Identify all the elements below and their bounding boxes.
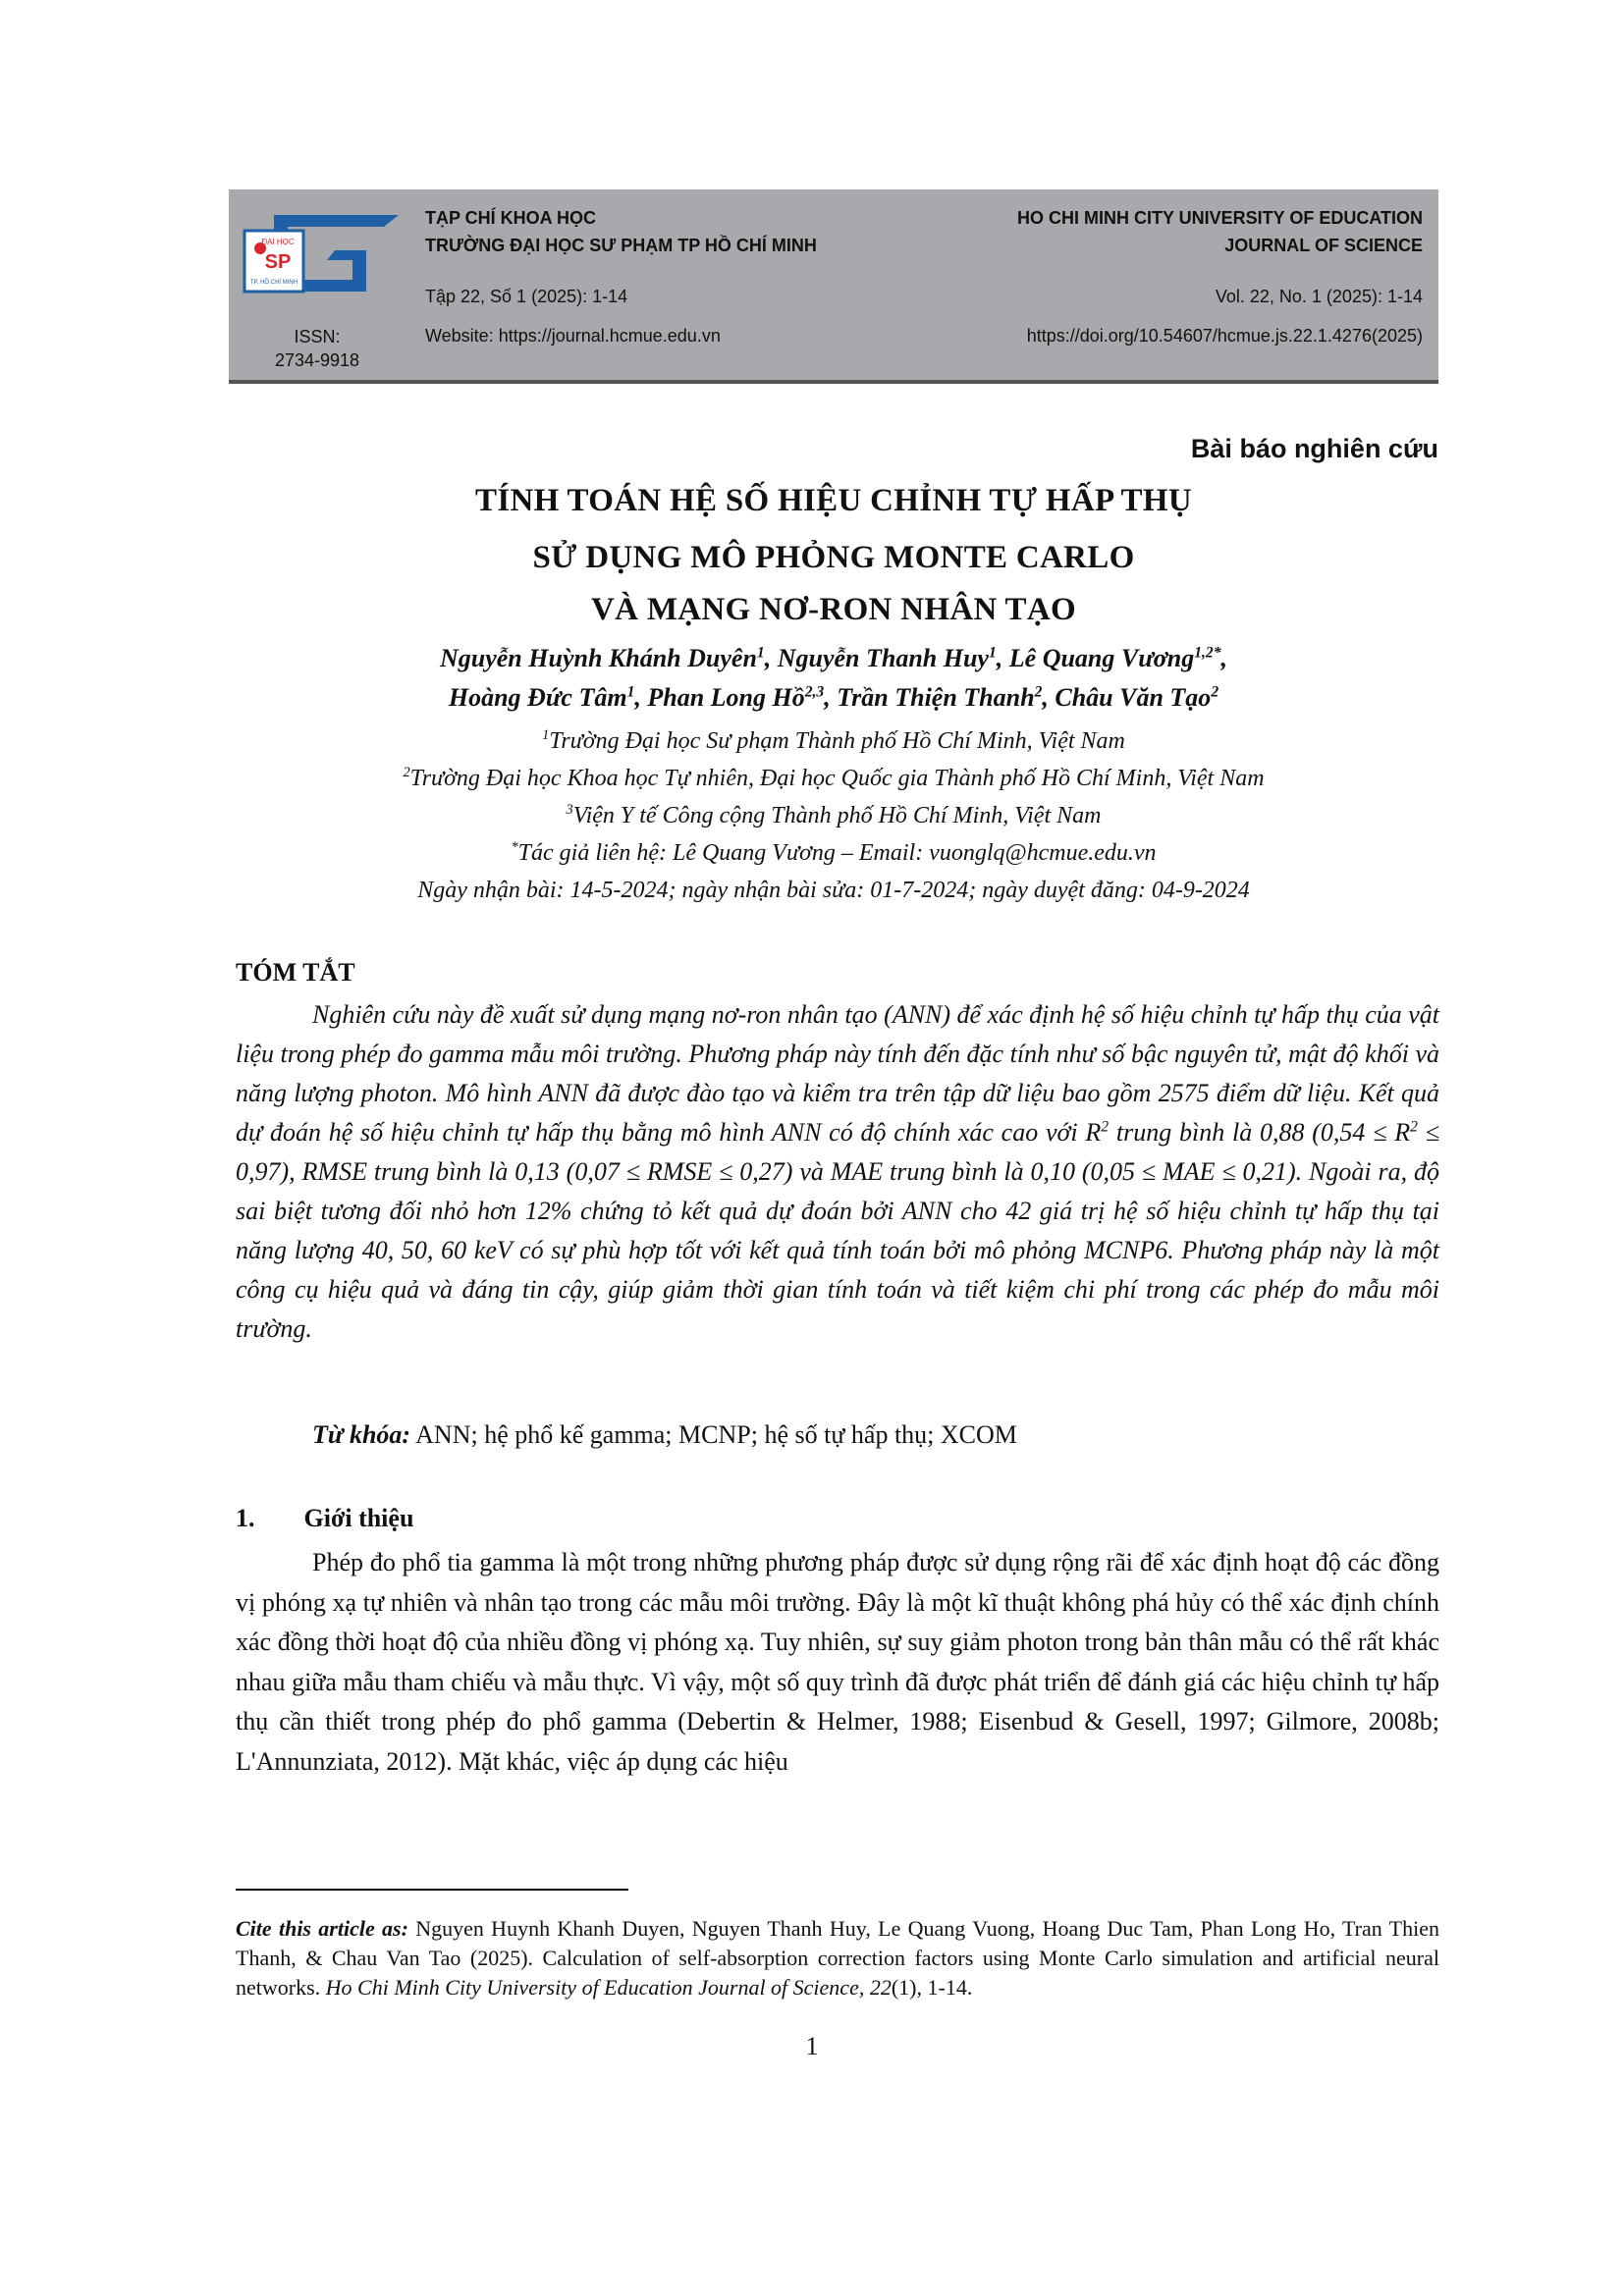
issn-label: ISSN: — [294, 327, 341, 347]
issn-value: 2734-9918 — [274, 350, 360, 370]
abstract-body — [236, 995, 1439, 1349]
submission-dates: Ngày nhận bài: 14-5-2024; ngày nhận bài sửa: 01-7-2024; ngày duyệt đăng: 04-9-2024 — [417, 878, 1250, 903]
affiliation-text: Viện Y tế Công cộng Thành phố Hồ Chí Minh, Việt Nam — [572, 803, 1102, 828]
title-line-3: VÀ MẠNG NƠ-RON NHÂN TẠO — [591, 592, 1076, 627]
citation-footnote — [236, 1914, 1439, 2002]
superscript: 2 — [1101, 1118, 1110, 1136]
affiliation-2 — [229, 766, 1438, 792]
author: Châu Văn Tạo — [1055, 683, 1212, 712]
affiliation-text: Trường Đại học Khoa học Tự nhiên, Đại học Quốc gia Thành phố Hồ Chí Minh, Việt Nam — [409, 766, 1265, 791]
logo-main-text: SP — [264, 251, 292, 273]
abstract-heading: TÓM TẮT — [236, 958, 355, 987]
website-link[interactable]: Website: https://journal.hcmue.edu.vn — [425, 326, 721, 346]
abstract-text: trung bình là 0,88 (0,54 ≤ R — [1109, 1118, 1411, 1147]
issn — [258, 325, 376, 372]
keywords — [312, 1420, 1017, 1450]
citation-label: Cite this article as: — [236, 1916, 408, 1941]
intro-paragraph — [236, 1543, 1439, 1782]
superscript: 2 — [1410, 1118, 1418, 1136]
keywords-list: ANN; hệ phổ kế gamma; MCNP; hệ số tự hấp thụ; XCOM — [410, 1420, 1017, 1449]
author: Nguyễn Huỳnh Khánh Duyên — [439, 644, 757, 672]
corresponding-author — [229, 840, 1438, 867]
affiliation-text: Tác giả liên hệ: Lê Quang Vương – Email: vuonglq@hcmue.edu.vn — [517, 840, 1157, 866]
citation-issue: (1), 1-14. — [891, 1975, 973, 2000]
university-name-vi: TRƯỜNG ĐẠI HỌC SƯ PHẠM TP HỒ CHÍ MINH — [425, 236, 817, 255]
affiliation-text: Trường Đại học Sư phạm Thành phố Hồ Chí Minh, Việt Nam — [549, 728, 1125, 754]
author-affil-sup: 1 — [626, 683, 635, 701]
footnote-divider — [236, 1889, 628, 1891]
abstract-text: Nghiên cứu này đề xuất sử dụng mạng nơ-ron nhân tạo (ANN) để xác định hệ số hiệu chỉnh tự hấp thụ của vật liệu trong phép đo gamma mẫu môi trường. Phương pháp này tính đến đặc tính như số bậc nguyên tử, mật độ khối và năng lượng photon. Mô hình ANN đã được đào tạo và kiểm tra trên tập dữ liệu bao gồm 2575 điểm dữ liệu. Kết quả dự đoán hệ số hiệu chỉnh tự hấp thụ bằng mô hình ANN có độ chính xác cao với R — [236, 1000, 1439, 1147]
logo-bottom-text: TP. HỒ CHÍ MINH — [249, 280, 298, 286]
title-line-2: SỬ DỤNG MÔ PHỎNG MONTE CARLO — [532, 540, 1135, 575]
author: Trần Thiện Thanh — [837, 683, 1035, 712]
author: Nguyễn Thanh Huy — [777, 644, 989, 672]
journal-name-en: JOURNAL OF SCIENCE — [1224, 236, 1423, 255]
intro-text: Phép đo phổ tia gamma là một trong những phương pháp được sử dụng rộng rãi để xác định hoạt độ các đồng vị phóng xạ tự nhiên và nhân tạo trong các mẫu môi trường. Đây là một kĩ thuật không phá hủy có thể xác định chính xác đồng thời hoạt độ của nhiều đồng vị phóng xạ. Tuy nhiên, sự suy giảm photon trong bản thân mẫu có thể rất khác nhau giữa mẫu tham chiếu và mẫu thực. Vì vậy, một số quy trình đã được phát triển để đánh giá các hiệu chỉnh tự hấp thụ cần thiết trong phép đo phổ gamma (Debertin & Helmer, 1988; Eisenbud & Gesell, 1997; Gilmore, 2008b; L'Annunziata, 2012). Mặt khác, việc áp dụng các hiệu — [236, 1548, 1439, 1776]
journal-header — [229, 189, 1438, 384]
affiliation-sup: 3 — [566, 802, 573, 818]
affiliation-sup: 2 — [403, 765, 410, 780]
page-number: 1 — [805, 2032, 819, 2060]
doi-link[interactable]: https://doi.org/10.54607/hcmue.js.22.1.4276(2025) — [1026, 326, 1423, 346]
journal-name-vi: TẠP CHÍ KHOA HỌC — [425, 208, 597, 228]
author-affil-sup: 2 — [1211, 683, 1219, 701]
article-type: Bài báo nghiên cứu — [1190, 434, 1438, 463]
keywords-label: Từ khóa: — [312, 1420, 411, 1449]
author-line-1: Nguyễn Huỳnh Khánh Duyên$^1$, Nguyễn Thanh Huy$^1$, Lê Quang Vương$^{1,2*}$, — [439, 644, 1228, 672]
author-affil-sup: 1,2* — [1194, 644, 1221, 662]
logo-top-text: ĐẠI HỌC — [261, 238, 295, 246]
author-affil-sup: 2 — [1034, 683, 1043, 701]
citation-text: Nguyen Huynh Khanh Duyen, Nguyen Thanh Huy, Le Quang Vuong, Hoang Duc Tam, Phan Long Ho, Tran Thien Thanh, & Chau Van Tao (2025). Calculation of self-absorption correction factors using Monte Carlo simulation and artificial neural networks. — [236, 1916, 1440, 2000]
title-line-1: TÍNH TOÁN HỆ SỐ HIỆU CHỈNH TỰ HẤP THỤ — [475, 483, 1192, 518]
author: Hoàng Đức Tâm — [448, 683, 627, 712]
author-affil-sup: 1 — [988, 644, 997, 662]
section-title: Giới thiệu — [303, 1504, 414, 1532]
author: Lê Quang Vương — [1008, 644, 1195, 672]
affiliation-sup: 1 — [542, 727, 550, 743]
volume-en: Vol. 22, No. 1 (2025): 1-14 — [1215, 287, 1423, 306]
affiliation-sup: * — [511, 839, 518, 855]
author-line-2: Hoàng Đức Tâm$^1$, Phan Long Hồ$^{2,3}$, Trần Thiện Thanh$^2$, Châu Văn Tạo$^2$ — [448, 683, 1219, 712]
author: Phan Long Hồ — [647, 683, 805, 712]
author-affil-sup: 2,3 — [804, 683, 825, 701]
header-rule — [229, 380, 1438, 384]
volume-vi: Tập 22, Số 1 (2025): 1-14 — [425, 287, 628, 306]
affiliation-3 — [229, 803, 1438, 829]
university-logo — [237, 209, 404, 297]
university-name-en: HO CHI MINH CITY UNIVERSITY OF EDUCATION — [1016, 208, 1423, 228]
affiliation-1 — [229, 728, 1438, 755]
citation-journal: Ho Chi Minh City University of Education Journal of Science, 22 — [325, 1975, 892, 2000]
section-number: 1. — [236, 1504, 255, 1532]
abstract-text: ≤ 0,97), RMSE trung bình là 0,13 (0,07 ≤ RMSE ≤ 0,27) và MAE trung bình là 0,10 (0,05 ≤ MAE ≤ 0,21). Ngoài ra, độ sai biệt tương đối nhỏ hơn 12% chứng tỏ kết quả dự đoán bởi ANN cho 42 giá trị hệ số hiệu chỉnh tự hấp thụ tại năng lượng 40, 50, 60 keV có sự phù hợp tốt với kết quả tính toán bởi mô phỏng MCNP6. Phương pháp này là một công cụ hiệu quả và đáng tin cậy, giúp giảm thời gian tính toán và tiết kiệm chi phí trong các phép đo mẫu môi trường. — [236, 1118, 1439, 1343]
author-affil-sup: 1 — [756, 644, 765, 662]
section-heading — [236, 1504, 413, 1533]
